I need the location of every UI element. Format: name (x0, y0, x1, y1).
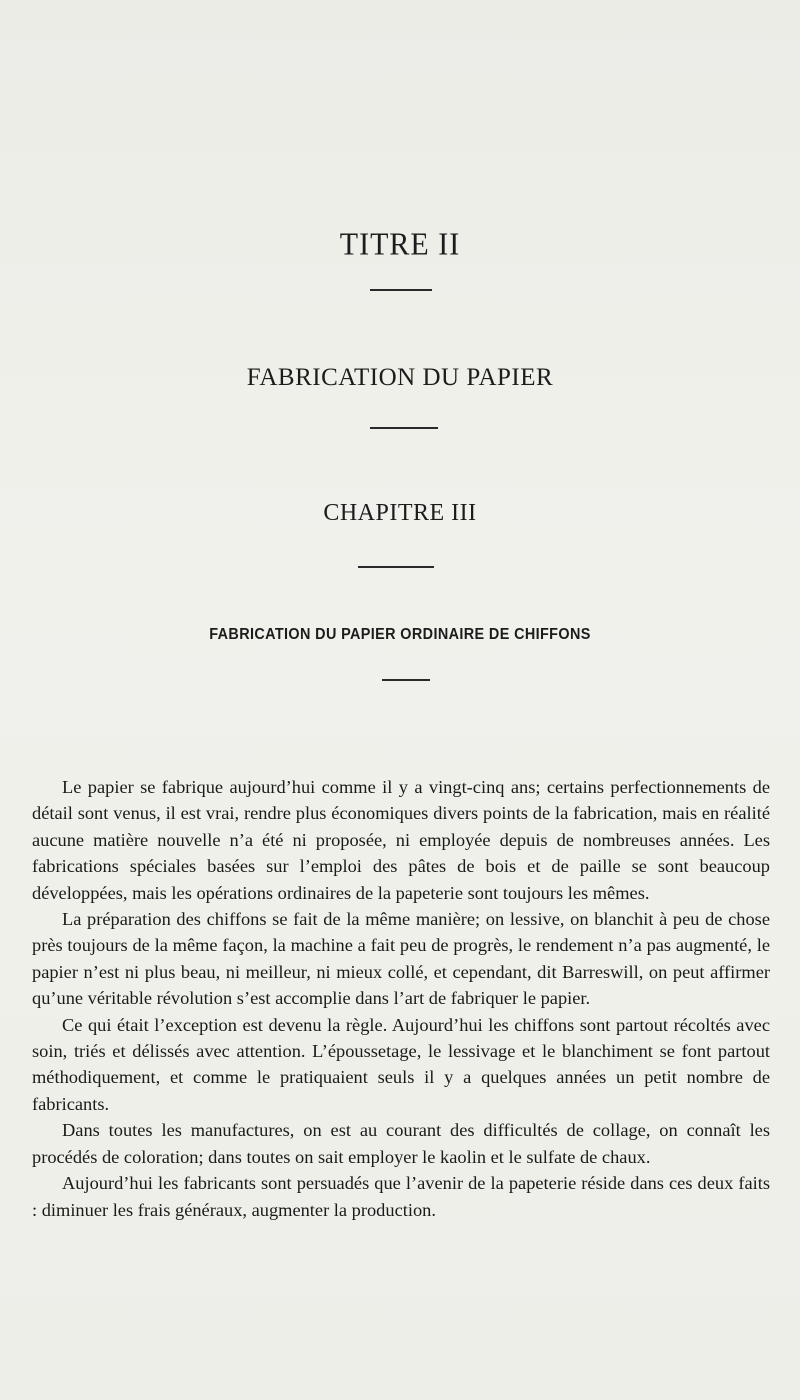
divider-rule (370, 427, 438, 429)
divider-rule (358, 566, 434, 568)
paragraph: Dans toutes les manufactures, on est au courant des difficultés de collage, on connaît les procédés de coloration; dans toutes on sait employer le kaolin et le sulfate de chaux. (32, 1120, 770, 1167)
body-text (32, 774, 770, 1223)
paragraph: La préparation des chiffons se fait de la même manière; on lessive, on blanchit à peu de chose près toujours de la même façon, la machine a fait peu de progrès, le rendement n’a pas augmenté, le papier n’est ni plus beau, ni meilleur, ni mieux collé, et cependant, dit Barreswill, on peut affirmer qu’une véritable révolution s’est accomplie dans l’art de fabriquer le papier. (32, 909, 770, 1009)
paragraph: Ce qui était l’exception est devenu la règle. Aujourd’hui les chiffons sont partout récoltés avec soin, triés et délissés avec attention. L’époussetage, le lessivage et le blanchiment se font partout méthodiquement, et comme le pratiquaient seuls il y a quelques années un petit nombre de fabricants. (32, 1014, 770, 1114)
titre-heading: TITRE II (339, 227, 461, 262)
chapter-title: FABRICATION DU PAPIER ORDINAIRE DE CHIFFONS (209, 626, 591, 643)
divider-rule (382, 679, 430, 681)
paragraph: Le papier se fabrique aujourd’hui comme il y a vingt-cinq ans; certains perfectionnements de détail sont venus, il est vrai, rendre plus économiques divers points de la fabrication, mais en réalité aucune matière nouvelle n’a été ni proposée, ni employée depuis de nombreuses années. Les fabrications spéciales basées sur l’emploi des pâtes de bois et de paille se sont beaucoup développées, mais les opérations ordinaires de la papeterie sont toujours les mêmes. (32, 777, 770, 903)
paragraph: Aujourd’hui les fabricants sont persuadés que l’avenir de la papeterie réside dans ces deux faits : diminuer les frais généraux, augmenter la production. (32, 1173, 770, 1220)
chapter-heading: CHAPITRE III (323, 500, 477, 526)
part-title: FABRICATION DU PAPIER (246, 364, 554, 391)
divider-rule (370, 289, 432, 291)
